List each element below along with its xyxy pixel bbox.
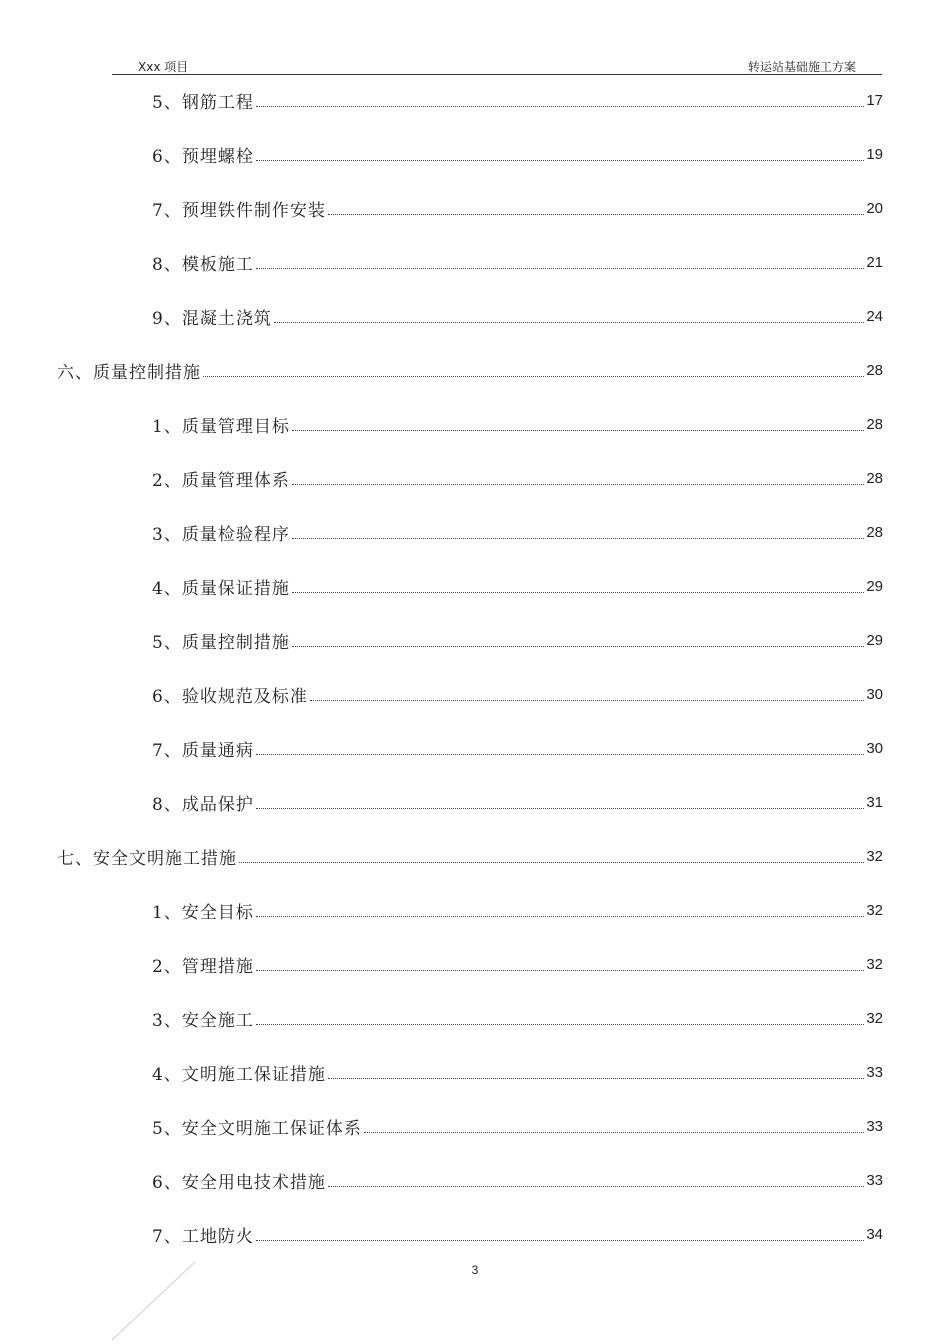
- toc-dot-leader: [274, 321, 864, 323]
- toc-entry[interactable]: [152, 127, 883, 181]
- toc-entry[interactable]: [152, 991, 883, 1045]
- corner-fold-line: [110, 1260, 200, 1342]
- toc-entry-page: 19: [866, 145, 883, 163]
- toc-entry[interactable]: [152, 721, 883, 775]
- toc-dot-leader: [364, 1131, 864, 1133]
- toc-entry-page: 32: [866, 847, 883, 865]
- toc-entry[interactable]: [152, 181, 883, 235]
- toc-entry-page: 32: [866, 955, 883, 973]
- toc-entry[interactable]: [57, 343, 883, 397]
- toc-entry-title: 6、安全用电技术措施: [152, 1172, 326, 1193]
- toc-entry-page: 33: [866, 1063, 883, 1081]
- toc-entry-page: 28: [866, 469, 883, 487]
- toc-dot-leader: [292, 483, 864, 485]
- toc-entry-page: 21: [866, 253, 883, 271]
- toc-dot-leader: [256, 1023, 864, 1025]
- toc-entry[interactable]: [152, 397, 883, 451]
- toc-dot-leader: [256, 753, 864, 755]
- toc-entry[interactable]: [152, 559, 883, 613]
- toc-entry[interactable]: [152, 1207, 883, 1261]
- header-document-title: 转运站基础施工方案: [747, 60, 856, 74]
- toc-entry-title: 7、质量通病: [152, 740, 254, 761]
- toc-entry-page: 32: [866, 1009, 883, 1027]
- toc-dot-leader: [292, 429, 864, 431]
- toc-entry-title: 六、质量控制措施: [57, 362, 201, 383]
- page-number: 3: [471, 1263, 479, 1277]
- toc-entry-page: 28: [866, 361, 883, 379]
- toc-entry-title: 9、混凝土浇筑: [152, 308, 272, 329]
- toc-entry[interactable]: [152, 235, 883, 289]
- toc-entry-page: 28: [866, 523, 883, 541]
- toc-dot-leader: [328, 213, 864, 215]
- toc-entry-title: 8、成品保护: [152, 794, 254, 815]
- toc-entry[interactable]: [152, 883, 883, 937]
- toc-entry-title: 2、管理措施: [152, 956, 254, 977]
- toc-entry[interactable]: [57, 829, 883, 883]
- toc-entry-page: 24: [866, 307, 883, 325]
- toc-entry-title: 5、钢筋工程: [152, 92, 254, 113]
- toc-dot-leader: [203, 375, 864, 377]
- toc-entry[interactable]: [152, 505, 883, 559]
- toc-entry[interactable]: [152, 73, 883, 127]
- toc-entry-title: 3、质量检验程序: [152, 524, 290, 545]
- toc-entry[interactable]: [152, 451, 883, 505]
- toc-entry-title: 7、预埋铁件制作安装: [152, 200, 326, 221]
- toc-entry-title: 1、安全目标: [152, 902, 254, 923]
- toc-dot-leader: [239, 861, 864, 863]
- toc-entry-title: 7、工地防火: [152, 1226, 254, 1247]
- toc-entry[interactable]: [152, 1099, 883, 1153]
- toc-entry[interactable]: [152, 1045, 883, 1099]
- toc-entry-title: 1、质量管理目标: [152, 416, 290, 437]
- toc-entry-title: 七、安全文明施工措施: [57, 848, 237, 869]
- toc-dot-leader: [256, 105, 864, 107]
- toc-entry[interactable]: [152, 613, 883, 667]
- toc-entry-title: 8、模板施工: [152, 254, 254, 275]
- toc-entry[interactable]: [152, 667, 883, 721]
- toc-entry[interactable]: [152, 1153, 883, 1207]
- toc-entry-title: 2、质量管理体系: [152, 470, 290, 491]
- toc-dot-leader: [256, 915, 864, 917]
- toc-entry-page: 30: [866, 685, 883, 703]
- toc-dot-leader: [292, 591, 864, 593]
- toc-entry-page: 29: [866, 631, 883, 649]
- toc-entry-title: 4、文明施工保证措施: [152, 1064, 326, 1085]
- toc-dot-leader: [256, 267, 864, 269]
- toc-dot-leader: [256, 159, 864, 161]
- toc-entry-page: 33: [866, 1171, 883, 1189]
- toc-entry-title: 5、质量控制措施: [152, 632, 290, 653]
- toc-dot-leader: [292, 645, 864, 647]
- toc-entry-title: 6、验收规范及标准: [152, 686, 308, 707]
- toc-entry-page: 29: [866, 577, 883, 595]
- toc-entry-title: 5、安全文明施工保证体系: [152, 1118, 362, 1139]
- toc-entry-title: 4、质量保证措施: [152, 578, 290, 599]
- toc-entry[interactable]: [152, 289, 883, 343]
- toc-dot-leader: [328, 1077, 864, 1079]
- toc-entry-page: 20: [866, 199, 883, 217]
- toc-entry-page: 30: [866, 739, 883, 757]
- toc-dot-leader: [310, 699, 864, 701]
- toc-dot-leader: [328, 1185, 864, 1187]
- toc-entry-page: 34: [866, 1225, 883, 1243]
- toc-entry-page: 31: [866, 793, 883, 811]
- toc-entry-page: 17: [866, 91, 883, 109]
- toc-entry-title: 3、安全施工: [152, 1010, 254, 1031]
- toc-entry[interactable]: [152, 937, 883, 991]
- toc-entry-page: 32: [866, 901, 883, 919]
- toc-entry-page: 33: [866, 1117, 883, 1135]
- toc-dot-leader: [256, 969, 864, 971]
- toc-entry-page: 28: [866, 415, 883, 433]
- toc-dot-leader: [256, 807, 864, 809]
- toc-dot-leader: [292, 537, 864, 539]
- toc-dot-leader: [256, 1239, 864, 1241]
- toc-entry[interactable]: [152, 775, 883, 829]
- toc-entry-title: 6、预埋螺栓: [152, 146, 254, 167]
- header-project-name: Xxx 项目: [138, 60, 189, 74]
